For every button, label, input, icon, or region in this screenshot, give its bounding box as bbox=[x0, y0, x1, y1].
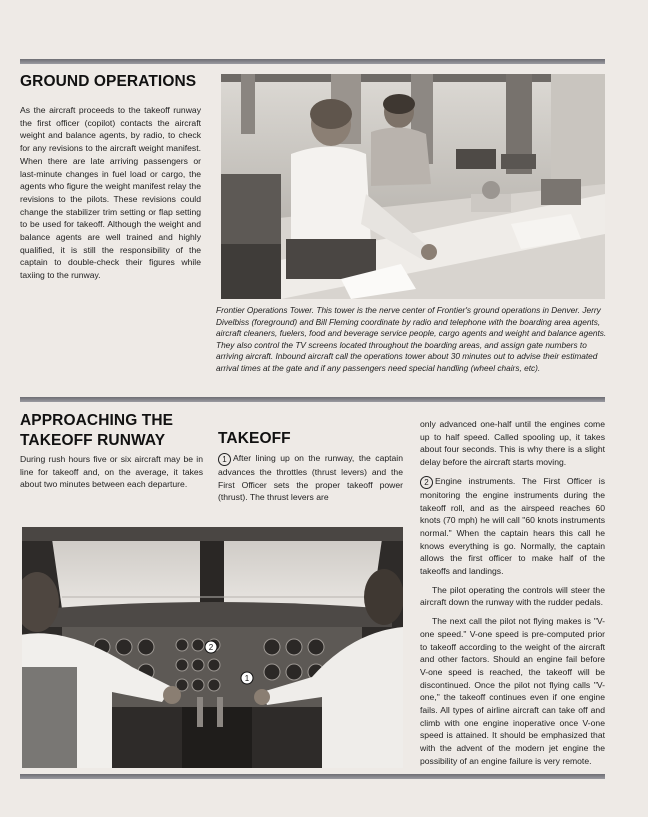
approaching-runway-body: During rush hours five or six aircraft may be in line for takeoff and, on the average, it takes about two minutes between each departure. bbox=[20, 454, 203, 490]
approaching-heading-line1: APPROACHING THE bbox=[20, 412, 174, 429]
svg-text:1: 1 bbox=[244, 674, 250, 683]
marker-1-badge: 1 bbox=[218, 453, 231, 466]
cockpit-marker-1 bbox=[241, 672, 253, 684]
top-rule bbox=[20, 59, 605, 64]
takeoff-paragraph-3 bbox=[420, 475, 605, 578]
approaching-runway-heading bbox=[20, 411, 210, 451]
operations-tower-photo bbox=[221, 74, 605, 299]
takeoff-paragraph-4: The pilot operating the controls will steer the aircraft down the runway with the rudder pedals. bbox=[420, 584, 605, 608]
takeoff-paragraph-5: The next call the pilot not flying makes is "V-one speed." V-one speed is pre-computed prior to takeoff according to the weight of the aircraft and other factors. Should an engine fail before V-one speed is reached, the takeoff will be discontinued. Once the pilot not flying calls "V-one," the takeoff continues even if one engine fails. All types of airline aircraft can take off and climb with one engine inoperative once V-one speed is attained. It should be emphasized that with the advent of the modern jet engine the possibility of an engine failure is very remote. bbox=[420, 616, 605, 766]
svg-text:2: 2 bbox=[208, 643, 214, 652]
takeoff-paragraph-2: only advanced one-half until the engines come up to half speed. Called spooling up, it takes about four seconds. This is why there is a slight delay before the aircraft starts moving. bbox=[420, 419, 605, 468]
ground-operations-body bbox=[20, 104, 201, 288]
middle-rule bbox=[20, 397, 605, 402]
takeoff-heading: TAKEOFF bbox=[218, 430, 291, 447]
marker-2-badge: 2 bbox=[420, 476, 433, 489]
bottom-rule bbox=[20, 774, 605, 779]
cockpit-marker-2 bbox=[205, 641, 217, 653]
takeoff-column-2 bbox=[420, 418, 605, 774]
ground-operations-heading: GROUND OPERATIONS bbox=[20, 73, 197, 90]
operations-tower-caption: Frontier Operations Tower. This tower is the nerve center of Frontier's ground operations in Denver. Jerry Divelbiss (foreground) and Bill Fleming coordinate by radio and telephone with the boarding area agents, aircraft cleaners, fuelers, food and beverage service people, cargo agents and weight and balance agents. They also control the TV screens located throughout the boarding areas, and assign gate numbers to arriving aircraft. Inbound aircraft call the operations tower about 30 minutes out to advise their estimated arrival times at the gate and if any passengers need special handling (wheel chairs, etc). bbox=[216, 305, 607, 373]
cockpit-photo bbox=[22, 527, 403, 768]
operations-tower-illustration bbox=[221, 74, 605, 299]
ground-operations-paragraph: As the aircraft proceeds to the takeoff runway the first officer (copilot) contacts the aircraft weight and balance agents, by radio, to check for any revisions to the aircraft weight manifest. When there are late arriving passengers or last-minute changes in fuel load or cargo, the agents who figure the weight manifest relay the revisions to the pilots. These revisions could change the stabilizer trim setting or flap setting to be used for takeoff. Although the weight and balance agents are well trained and highly qualified, it is still the responsibility of the captain to double-check their figures while taxiing to the runway. bbox=[20, 105, 201, 281]
cockpit-illustration bbox=[22, 527, 403, 768]
takeoff-paragraph-3-text: Engine instruments. The First Officer is monitoring the engine instruments during the takeoff roll, and as the airspeed reaches 60 knots (70 mph) he will call "60 knots instruments normal." When the captain hears this call he knows everything is go. Normally, the captain allows the first officer to make half of the takeoffs and landings. bbox=[420, 475, 605, 577]
takeoff-paragraph-1 bbox=[218, 452, 403, 504]
takeoff-paragraph-1-text: After lining up on the runway, the captain advances the throttles (thrust levers) and the First Officer sets the proper takeoff power (thrust). The thrust levers are bbox=[218, 453, 403, 503]
approaching-heading-line2: TAKEOFF RUNWAY bbox=[20, 432, 166, 449]
takeoff-column-1 bbox=[218, 452, 403, 510]
